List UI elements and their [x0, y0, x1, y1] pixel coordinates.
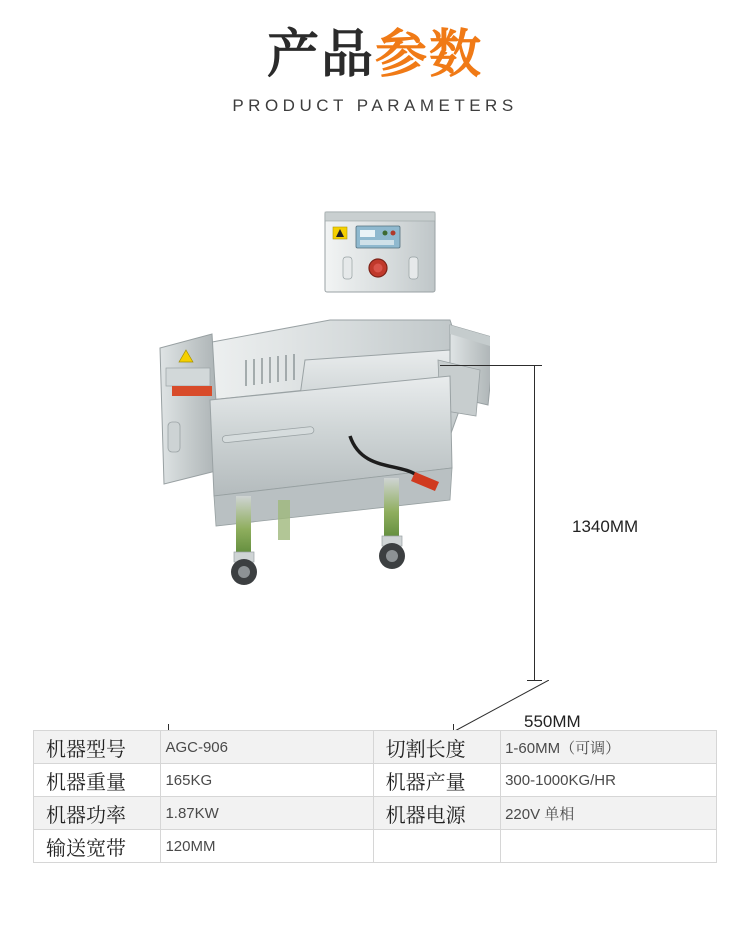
dimension-cap-height-top	[527, 365, 542, 366]
dimension-line-height	[534, 365, 535, 680]
specification-table	[33, 730, 717, 863]
machine-body	[160, 320, 490, 526]
spec-label: 机器产量	[373, 764, 500, 797]
spec-value: 120MM	[161, 830, 373, 863]
product-illustration	[150, 200, 490, 690]
page-subtitle: PRODUCT PARAMETERS	[232, 95, 518, 115]
spec-label: 切割长度	[373, 731, 500, 764]
spec-label: 机器功率	[34, 797, 161, 830]
page-header	[0, 0, 750, 116]
page-title	[0, 26, 750, 86]
spec-label: 输送宽带	[34, 830, 161, 863]
page-title-prefix: 产品	[266, 26, 375, 84]
table-row	[34, 731, 717, 764]
dimension-leader-top	[440, 365, 535, 366]
spec-label-empty	[373, 830, 500, 863]
spec-value: 1-60MM（可调）	[501, 731, 717, 764]
spec-value: 165KG	[161, 764, 373, 797]
control-box	[325, 212, 435, 292]
spec-value: 300-1000KG/HR	[501, 764, 717, 797]
spec-value-empty	[501, 830, 717, 863]
table-row	[34, 764, 717, 797]
spec-value: AGC-906	[161, 731, 373, 764]
spec-label: 机器电源	[373, 797, 500, 830]
product-image-area	[0, 150, 750, 731]
spec-value: 220V 单相	[501, 797, 717, 830]
table-row	[34, 830, 717, 863]
spec-label: 机器重量	[34, 764, 161, 797]
spec-value: 1.87KW	[161, 797, 373, 830]
spec-label: 机器型号	[34, 731, 161, 764]
dimension-label-height: 1340MM	[572, 517, 639, 536]
table-row	[34, 797, 717, 830]
page-title-accent: 参数	[375, 26, 484, 84]
dimension-label-depth: 550MM	[524, 712, 581, 731]
